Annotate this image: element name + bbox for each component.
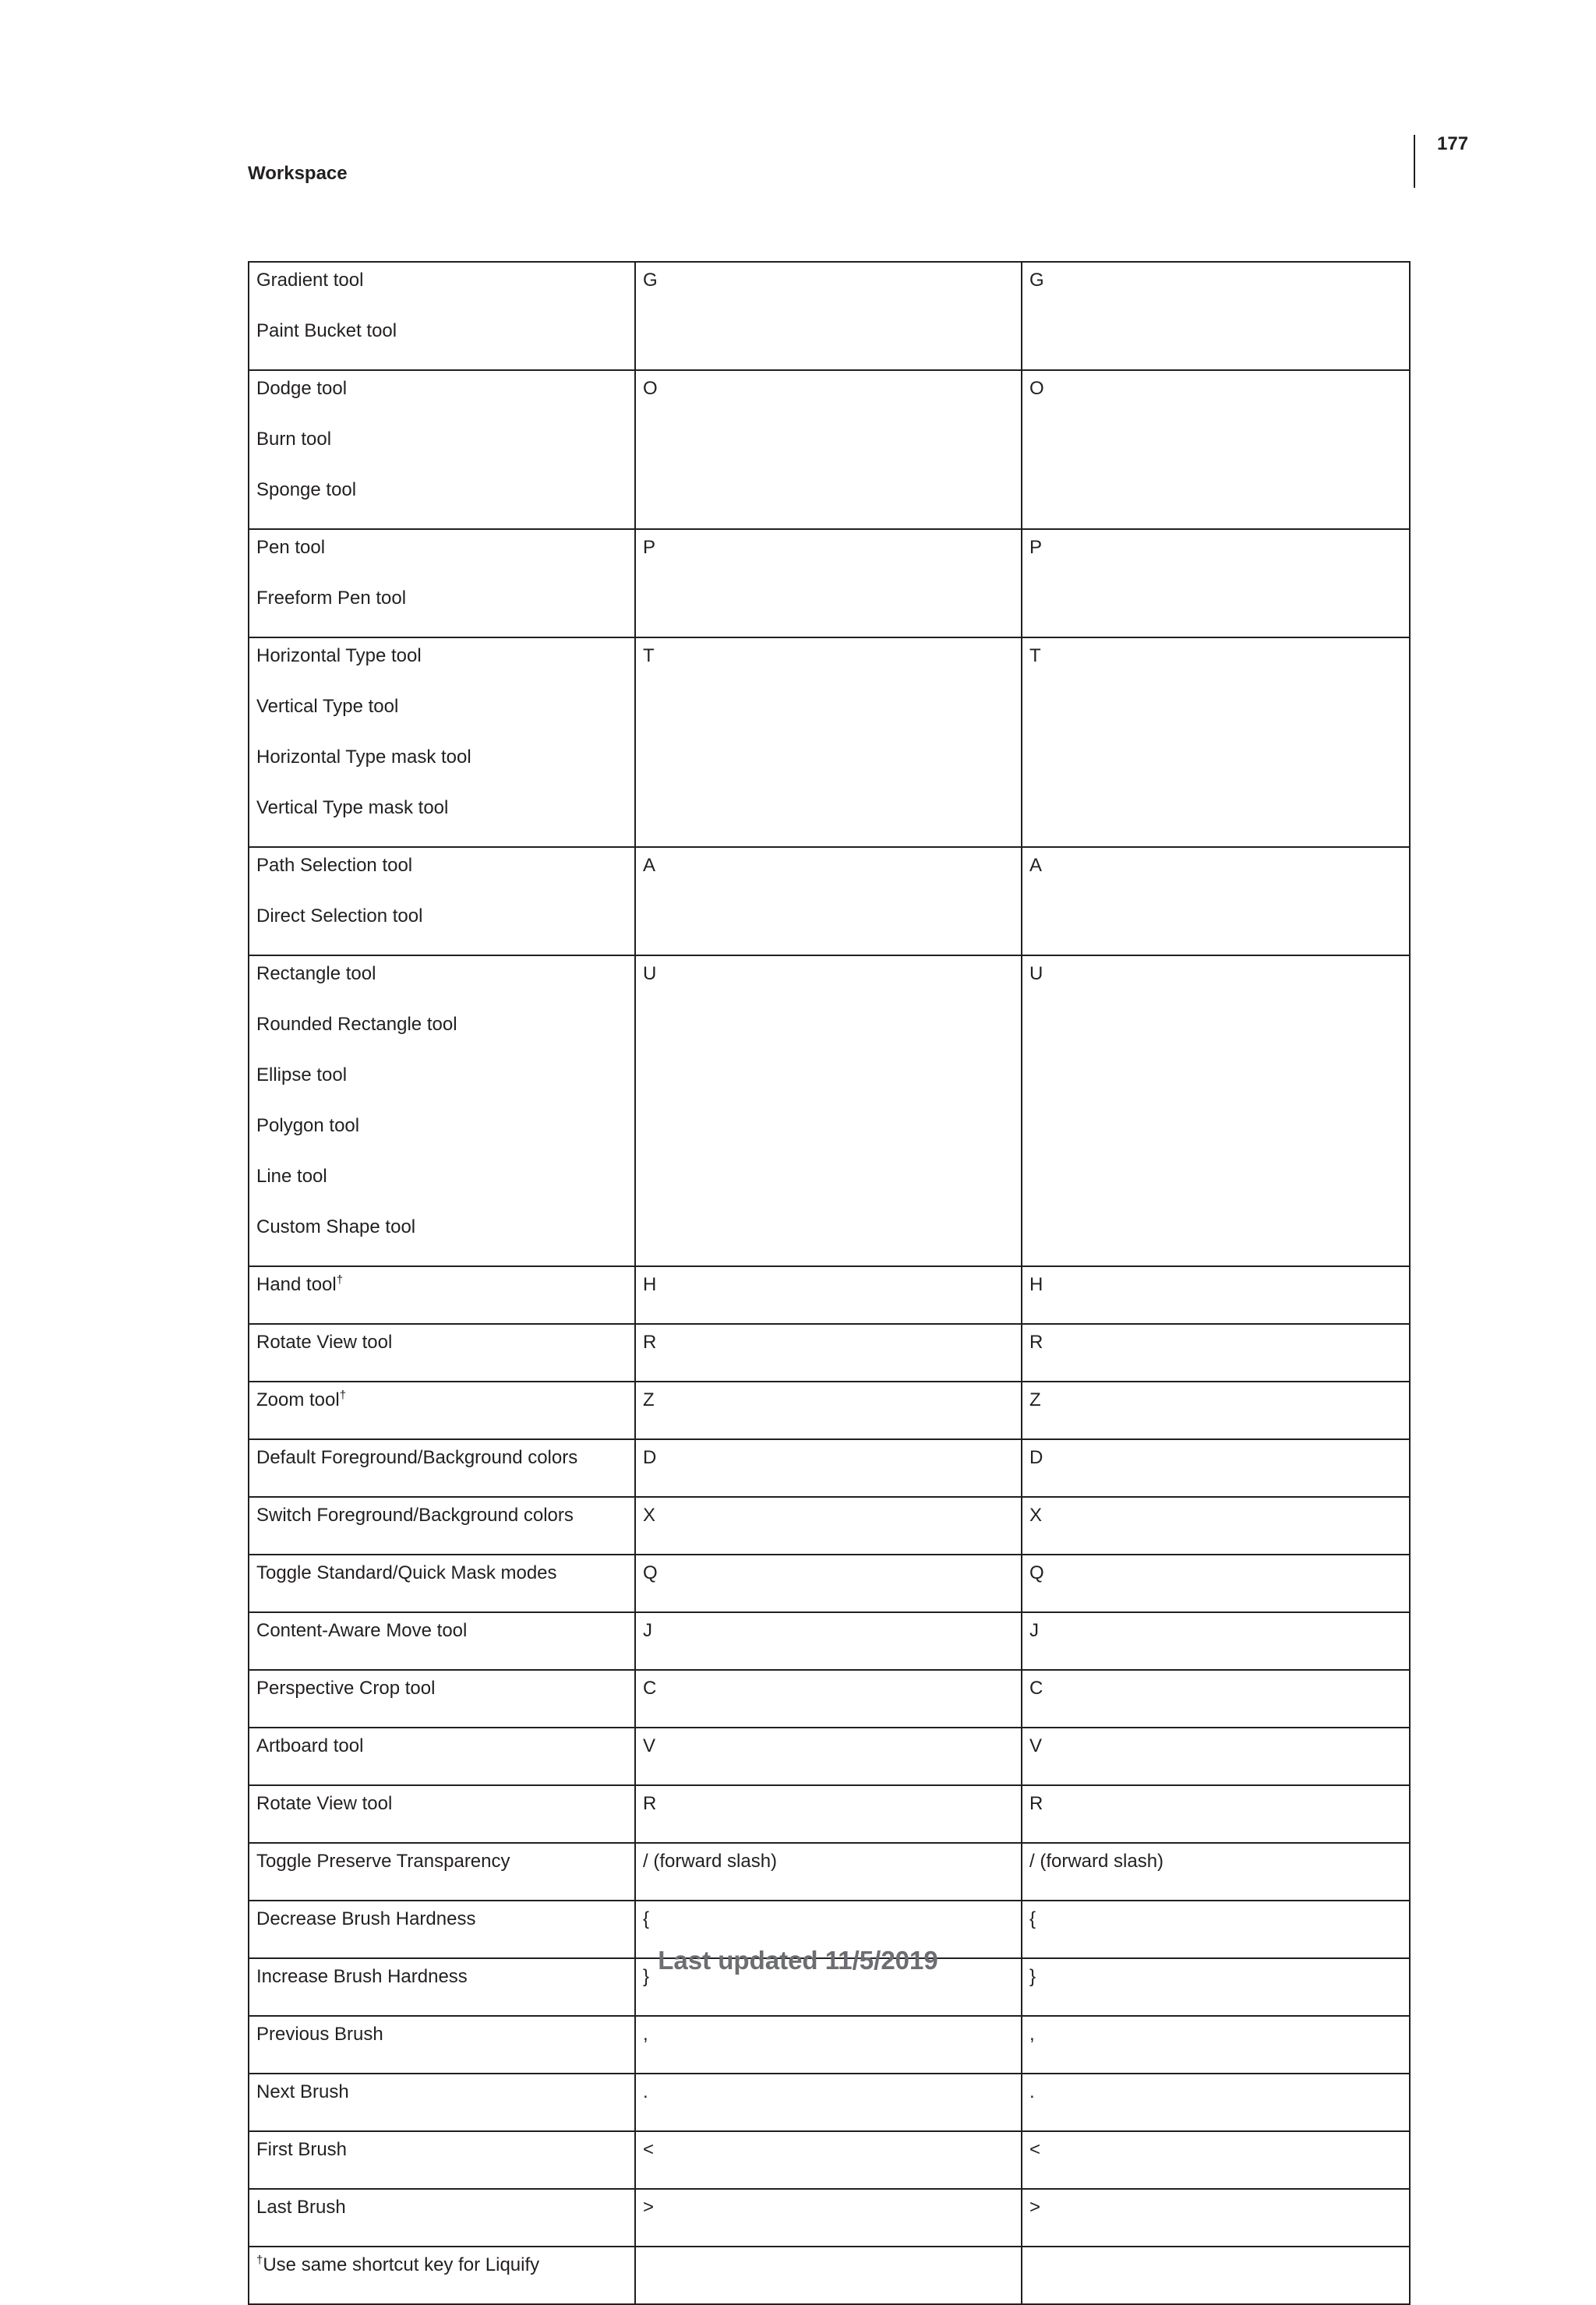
mac-shortcut: D [1029,1447,1043,1468]
windows-shortcut-cell [635,1555,1022,1612]
tool-name-text: Burn tool [256,429,332,450]
tool-name-text: Gradient tool [256,270,364,291]
windows-shortcut-cell [635,1324,1022,1382]
tool-name-cell [249,1324,635,1382]
table-row [249,1670,1410,1728]
tool-name [256,1553,627,1594]
tool-name-text: Horizontal Type mask tool [256,747,471,768]
windows-shortcut: G [643,270,658,291]
mac-shortcut-cell [1022,1439,1410,1497]
page-number-rule [1414,135,1415,188]
footnote-mac-shortcut [1029,2245,1402,2286]
windows-shortcut-cell [635,1439,1022,1497]
tool-name [256,311,627,351]
tool-name [256,1899,627,1940]
table-row [249,2074,1410,2131]
mac-shortcut-cell [1022,637,1410,847]
table-row [249,1555,1410,1612]
tool-name-text: Perspective Crop tool [256,1678,436,1699]
tool-name [256,1004,627,1045]
tool-name-text: Content-Aware Move tool [256,1620,468,1641]
windows-shortcut-cell [635,262,1022,370]
mac-shortcut-cell [1022,1728,1410,1785]
tool-name-cell [249,847,635,955]
mac-shortcut: Z [1029,1389,1041,1410]
tool-name-text: Vertical Type mask tool [256,797,449,818]
table-row [249,370,1410,529]
windows-shortcut: , [643,2024,648,2045]
tool-name-cell [249,1843,635,1901]
tool-name [256,1726,627,1767]
windows-shortcut-cell [635,529,1022,637]
tool-name-text: Zoom tool [256,1389,340,1410]
tool-name-cell [249,1555,635,1612]
tool-name [256,1611,627,1651]
footer-last-updated: Last updated 11/5/2019 [658,1946,938,1975]
tool-name [256,788,627,828]
table-row [249,1843,1410,1901]
mac-shortcut: { [1029,1908,1036,1929]
mac-shortcut: P [1029,537,1043,558]
tool-name-cell [249,1728,635,1785]
tool-name [256,636,627,676]
table-row [249,1439,1410,1497]
mac-shortcut-cell [1022,1266,1410,1324]
windows-shortcut: J [643,1620,652,1641]
shortcut-table-body [249,262,1410,2304]
tool-name-text: Increase Brush Hardness [256,1966,468,1987]
mac-shortcut-cell [1022,1670,1410,1728]
windows-shortcut: > [643,2197,655,2218]
tool-name [256,845,627,886]
windows-shortcut-cell [635,2131,1022,2189]
mac-shortcut: G [1029,270,1044,291]
mac-shortcut-cell [1022,847,1410,955]
windows-shortcut: C [643,1678,657,1699]
tool-name-text: Hand tool [256,1274,337,1295]
mac-shortcut: O [1029,378,1044,399]
table-row [249,2016,1410,2074]
windows-shortcut: X [643,1505,656,1526]
mac-shortcut: T [1029,645,1041,666]
tool-name [256,954,627,994]
tool-name-text: Toggle Preserve Transparency [256,1851,510,1872]
tool-name-text: Default Foreground/Background colors [256,1447,578,1468]
tool-name [256,1380,627,1421]
windows-shortcut: Q [643,1562,658,1583]
footnote [256,2245,627,2286]
windows-shortcut: R [643,1793,657,1814]
tool-name-cell [249,262,635,370]
windows-shortcut: H [643,1274,657,1295]
tool-name-cell [249,1382,635,1439]
windows-shortcut: D [643,1447,657,1468]
windows-shortcut-cell [635,2074,1022,2131]
table-row [249,1785,1410,1843]
mac-shortcut-cell [1022,2131,1410,2189]
windows-shortcut: / (forward slash) [643,1851,778,1872]
windows-shortcut: < [643,2139,655,2160]
mac-shortcut: Q [1029,1562,1044,1583]
mac-shortcut-cell [1022,370,1410,529]
tool-name-cell [249,1439,635,1497]
tool-name [256,1055,627,1096]
tool-name [256,528,627,568]
tool-name-text: Custom Shape tool [256,1216,416,1237]
windows-shortcut-cell [635,2189,1022,2247]
tool-name-text: Rotate View tool [256,1793,393,1814]
table-row [249,637,1410,847]
footnote-row [249,2247,1410,2304]
tool-name-text: Rectangle tool [256,963,376,984]
mac-shortcut-cell [1022,262,1410,370]
windows-shortcut-cell [635,1382,1022,1439]
footnote-dagger-mark: † [256,2254,263,2267]
mac-shortcut: R [1029,1793,1043,1814]
windows-shortcut-cell [635,1670,1022,1728]
tool-name-cell [249,1670,635,1728]
tool-name [256,2014,627,2055]
table-row [249,1497,1410,1555]
tool-name-text: Path Selection tool [256,855,413,876]
tool-name-cell [249,1266,635,1324]
table-row [249,955,1410,1266]
tool-name [256,470,627,510]
section-title: Workspace [248,163,348,184]
windows-shortcut: T [643,645,655,666]
windows-shortcut-cell [635,1612,1022,1670]
tool-name-text: First Brush [256,2139,348,2160]
footnote-mac-cell [1022,2247,1410,2304]
tool-name [256,2187,627,2228]
mac-shortcut-cell [1022,1785,1410,1843]
windows-shortcut-cell [635,2016,1022,2074]
table-row [249,262,1410,370]
mac-shortcut: J [1029,1620,1039,1641]
mac-shortcut: H [1029,1274,1043,1295]
windows-shortcut: R [643,1332,657,1353]
table-row [249,2131,1410,2189]
table-row [249,847,1410,955]
table-row [249,2189,1410,2247]
footnote-text: Use same shortcut key for Liquify [263,2254,540,2275]
tool-name [256,578,627,619]
windows-shortcut-cell [635,1497,1022,1555]
tool-name [256,419,627,460]
tool-name [256,2130,627,2170]
dagger-mark: † [336,1273,344,1287]
mac-shortcut: . [1029,2081,1035,2102]
tool-name-text: Artboard tool [256,1735,364,1756]
shortcut-table [248,261,1411,2305]
windows-shortcut: } [643,1966,650,1987]
tool-name-text: Decrease Brush Hardness [256,1908,476,1929]
mac-shortcut: X [1029,1505,1043,1526]
tool-name-cell [249,2131,635,2189]
mac-shortcut: U [1029,963,1043,984]
tool-name-text: Direct Selection tool [256,905,423,927]
windows-shortcut: U [643,963,657,984]
table-row [249,1324,1410,1382]
tool-name-text: Horizontal Type tool [256,645,422,666]
mac-shortcut-cell [1022,2189,1410,2247]
tool-name [256,1495,627,1536]
windows-shortcut-cell [635,1843,1022,1901]
mac-shortcut-cell [1022,955,1410,1266]
windows-shortcut: . [643,2081,648,2102]
tool-name-text: Last Brush [256,2197,346,2218]
tool-name-cell [249,529,635,637]
windows-shortcut-cell [635,1266,1022,1324]
tool-name-text: Rounded Rectangle tool [256,1014,457,1035]
table-row [249,1728,1410,1785]
tool-name [256,1265,627,1305]
footnote-cell [249,2247,635,2304]
tool-name [256,2072,627,2113]
dagger-mark: † [339,1389,347,1402]
tool-name-cell [249,2016,635,2074]
tool-name-text: Rotate View tool [256,1332,393,1353]
mac-shortcut-cell [1022,2074,1410,2131]
tool-name-cell [249,955,635,1266]
mac-shortcut: / (forward slash) [1029,1851,1164,1872]
mac-shortcut: A [1029,855,1043,876]
tool-name-text: Pen tool [256,537,326,558]
mac-shortcut: < [1029,2139,1041,2160]
tool-name-text: Polygon tool [256,1115,360,1136]
mac-shortcut: , [1029,2024,1035,2045]
mac-shortcut-cell [1022,1497,1410,1555]
mac-shortcut: R [1029,1332,1043,1353]
mac-shortcut: V [1029,1735,1043,1756]
tool-name [256,737,627,778]
mac-shortcut: C [1029,1678,1043,1699]
tool-name-text: Sponge tool [256,479,357,500]
tool-name-text: Paint Bucket tool [256,320,397,341]
tool-name-text: Previous Brush [256,2024,383,2045]
mac-shortcut-cell [1022,529,1410,637]
tool-name-text: Freeform Pen tool [256,588,407,609]
windows-shortcut-cell [635,1728,1022,1785]
windows-shortcut-cell [635,370,1022,529]
windows-shortcut: { [643,1908,650,1929]
mac-shortcut-cell [1022,1555,1410,1612]
windows-shortcut-cell [635,955,1022,1266]
tool-name [256,1841,627,1882]
mac-shortcut-cell [1022,1612,1410,1670]
mac-shortcut-cell [1022,1843,1410,1901]
mac-shortcut: } [1029,1966,1036,1987]
tool-name [256,687,627,727]
tool-name-cell [249,1785,635,1843]
tool-name-cell [249,370,635,529]
table-row [249,529,1410,637]
tool-name-cell [249,2189,635,2247]
tool-name-text: Toggle Standard/Quick Mask modes [256,1562,557,1583]
tool-name [256,1207,627,1248]
windows-shortcut-cell [635,637,1022,847]
table-row [249,1266,1410,1324]
tool-name-cell [249,1612,635,1670]
mac-shortcut-cell [1022,1382,1410,1439]
table-row [249,1612,1410,1670]
tool-name [256,1106,627,1146]
windows-shortcut-cell [635,1785,1022,1843]
tool-name [256,1438,627,1478]
tool-name-text: Vertical Type tool [256,696,399,717]
footnote-windows-shortcut [643,2245,1014,2286]
tool-name-text: Switch Foreground/Background colors [256,1505,574,1526]
table-row [249,1382,1410,1439]
mac-shortcut: > [1029,2197,1041,2218]
tool-name [256,896,627,937]
tool-name [256,260,627,301]
windows-shortcut: A [643,855,656,876]
footnote-windows-cell [635,2247,1022,2304]
tool-name-text: Dodge tool [256,378,348,399]
tool-name-text: Ellipse tool [256,1064,348,1085]
windows-shortcut: Z [643,1389,655,1410]
tool-name-text: Next Brush [256,2081,349,2102]
windows-shortcut: V [643,1735,656,1756]
tool-name-cell [249,637,635,847]
tool-name [256,369,627,409]
tool-name [256,1668,627,1709]
tool-name [256,1156,627,1197]
windows-shortcut-cell [635,847,1022,955]
mac-shortcut-cell [1022,2016,1410,2074]
page-number: 177 [1437,133,1469,154]
tool-name-text: Line tool [256,1166,327,1187]
tool-name [256,1784,627,1824]
mac-shortcut-cell [1022,1324,1410,1382]
tool-name [256,1322,627,1363]
windows-shortcut: P [643,537,656,558]
tool-name-cell [249,2074,635,2131]
windows-shortcut: O [643,378,658,399]
tool-name-cell [249,1497,635,1555]
